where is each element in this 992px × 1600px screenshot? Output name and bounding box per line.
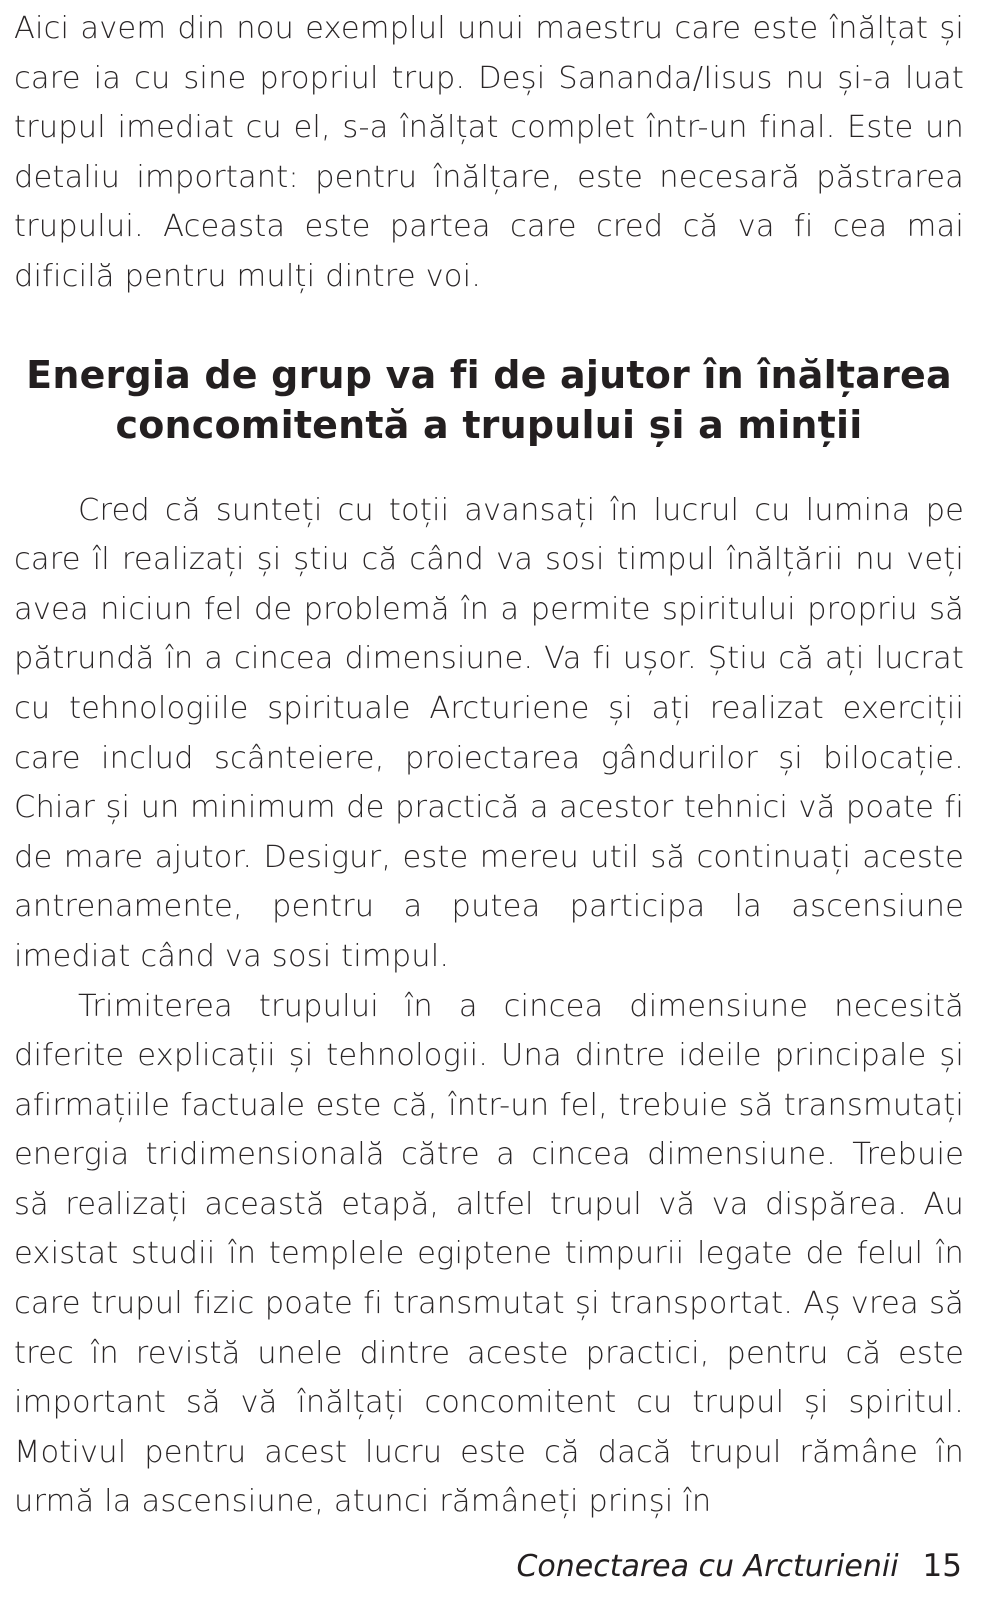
section-heading-line-1: Energia de grup va fi de ajutor în înălțarea — [26, 352, 952, 397]
page-footer — [0, 1548, 962, 1592]
page-number: 15 — [922, 1548, 962, 1584]
section-heading-line-2: concomitentă a trupului și a minții — [115, 402, 863, 447]
body-paragraph-1: Cred că sunteți cu toții avansați în lucrul cu lumina pe care îl realizați și știu că când va sosi timpul înălțării nu veți avea niciun fel de problemă în a permite spiritului propriu să pătrundă în a cincea dimensiune. Va fi ușor. Știu că ați lucrat cu tehnologiile spirituale Arcturiene și ați realizat exerciții care includ scânteiere, proiectarea gândurilor și bilocație. Chiar și un minimum de practică a acestor tehnici vă poate fi de mare ajutor. Desigur, este mereu util să continuați aceste antrenamente, pentru a putea participa la ascensiune imediat când va sosi timpul. — [14, 492, 964, 974]
section-heading — [14, 350, 964, 450]
body-paragraph-intro: Aici avem din nou exemplul unui maestru care este înălțat și care ia cu sine propriul trup. Deși Sananda/Iisus nu și-a luat trupul imediat cu el, s-a înălțat complet într-un final. Este un detaliu important: pentru înălțare, este necesară păstrarea trupului. Aceasta este partea care cred că va fi cea mai dificilă pentru mulți dintre voi. — [14, 11, 964, 294]
running-footer-title: Conectarea cu Arcturienii — [516, 1549, 899, 1584]
body-paragraph-2: Trimiterea trupului în a cincea dimensiune necesită diferite explicații și tehnologii. Una dintre ideile principale și afirmațiile factuale este că, într-un fel, trebuie să transmutați energia tridimensională către a cincea dimensiune. Trebuie să realizați această etapă, altfel trupul vă va dispărea. Au existat studii în templele egiptene timpurii legate de felul în care trupul fizic poate fi transmutat și transportat. Aș vrea să trec în revistă unele dintre aceste practici, pentru că este important să vă înălțați concomitent cu trupul și spiritul. Motivul pentru acest lucru este că dacă trupul rămâne în urmă la ascensiune, atunci rămâneți prinși în — [14, 988, 964, 1520]
page-body — [14, 4, 964, 1527]
